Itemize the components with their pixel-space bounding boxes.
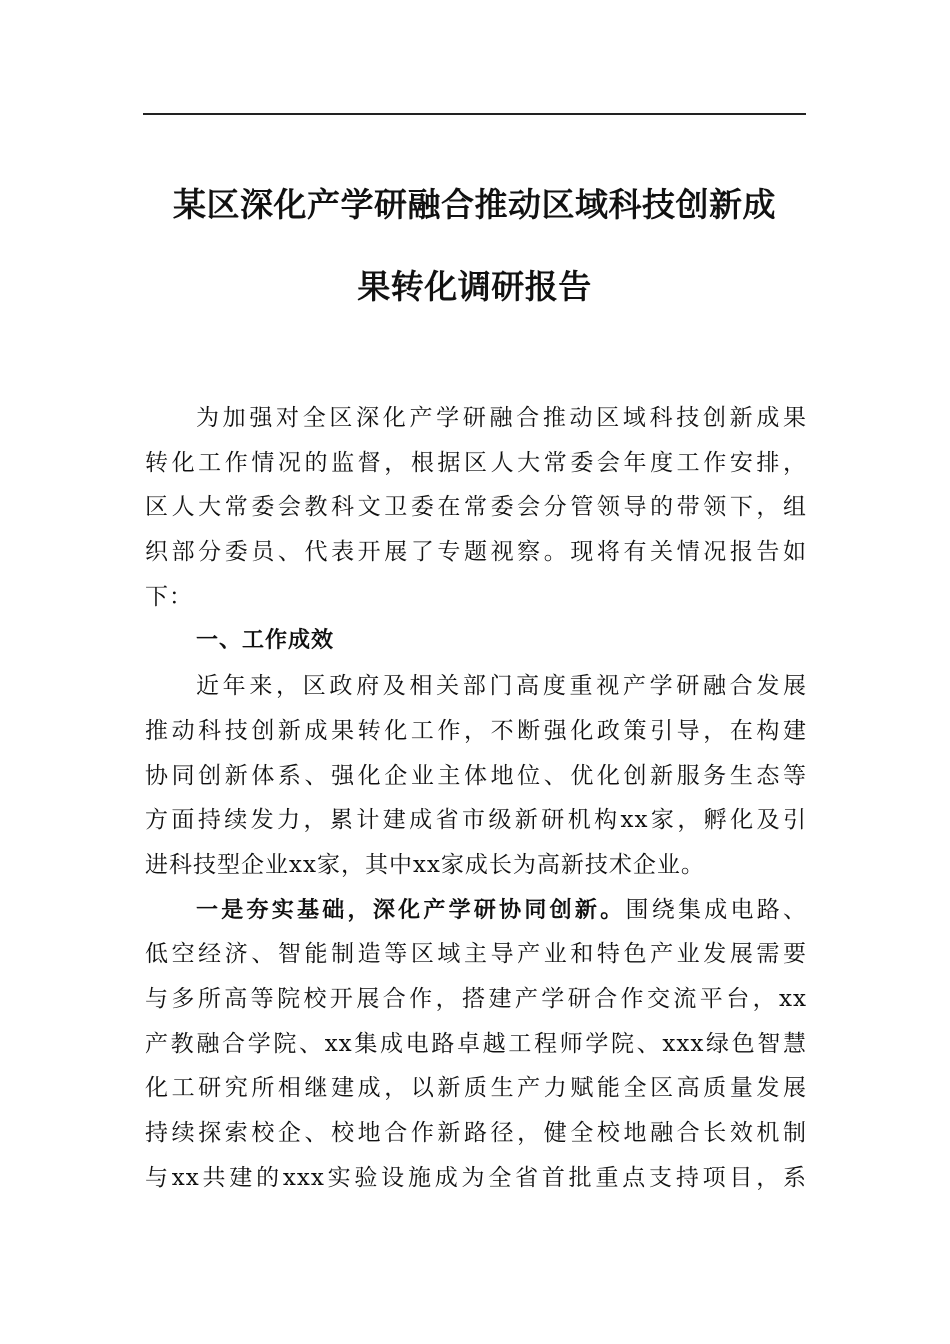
section-paragraph-line: 推动科技创新成果转化工作，不断强化政策引导，在构建 (145, 717, 807, 744)
point-paragraph-first-line (145, 888, 807, 933)
intro-line: 转化工作情况的监督，根据区人大常委会年度工作安排， (145, 449, 807, 476)
intro-line: 下： (145, 583, 193, 610)
point-paragraph-line: 持续探索校企、校地合作新路径，健全校地融合长效机制 (145, 1120, 807, 1146)
document-body (145, 396, 807, 1200)
document-title-line-1: 某区深化产学研融合推动区域科技创新成 (173, 185, 776, 224)
intro-line: 为加强对全区深化产学研融合推动区域科技创新成果 (196, 405, 807, 431)
point-paragraph-line: 化工研究所相继建成，以新质生产力赋能全区高质量发展 (145, 1075, 807, 1102)
point-lead-bold: 一是夯实基础，深化产学研协同创新。 (196, 897, 626, 923)
point-paragraph-line: 与xx共建的xxx实验设施成为全省首批重点支持项目，系 (145, 1164, 807, 1191)
section-paragraph-line: 进科技型企业xx家，其中xx家成长为高新技术企业。 (145, 851, 705, 878)
point-paragraph-line: 产教融合学院、xx集成电路卓越工程师学院、xxx绿色智慧 (145, 1030, 807, 1057)
intro-line: 织部分委员、代表开展了专题视察。现将有关情况报告如 (145, 539, 807, 566)
point-lead-rest: 围绕集成电路、 (625, 896, 807, 923)
document-title-line-2: 果转化调研报告 (357, 267, 592, 306)
intro-line: 区人大常委会教科文卫委在常委会分管领导的带领下，组 (145, 494, 807, 521)
section-heading: 一、工作成效 (196, 628, 335, 654)
section-paragraph-line: 近年来，区政府及相关部门高度重视产学研融合发展 (196, 673, 807, 700)
point-paragraph-line: 低空经济、智能制造等区域主导产业和特色产业发展需要 (145, 941, 807, 968)
section-paragraph-line: 协同创新体系、强化企业主体地位、优化创新服务生态等 (145, 762, 807, 789)
point-paragraph-line: 与多所高等院校开展合作，搭建产学研合作交流平台，xx (145, 985, 807, 1012)
section-paragraph-line: 方面持续发力，累计建成省市级新研机构xx家，孵化及引 (145, 807, 807, 834)
header-rule (143, 113, 806, 115)
